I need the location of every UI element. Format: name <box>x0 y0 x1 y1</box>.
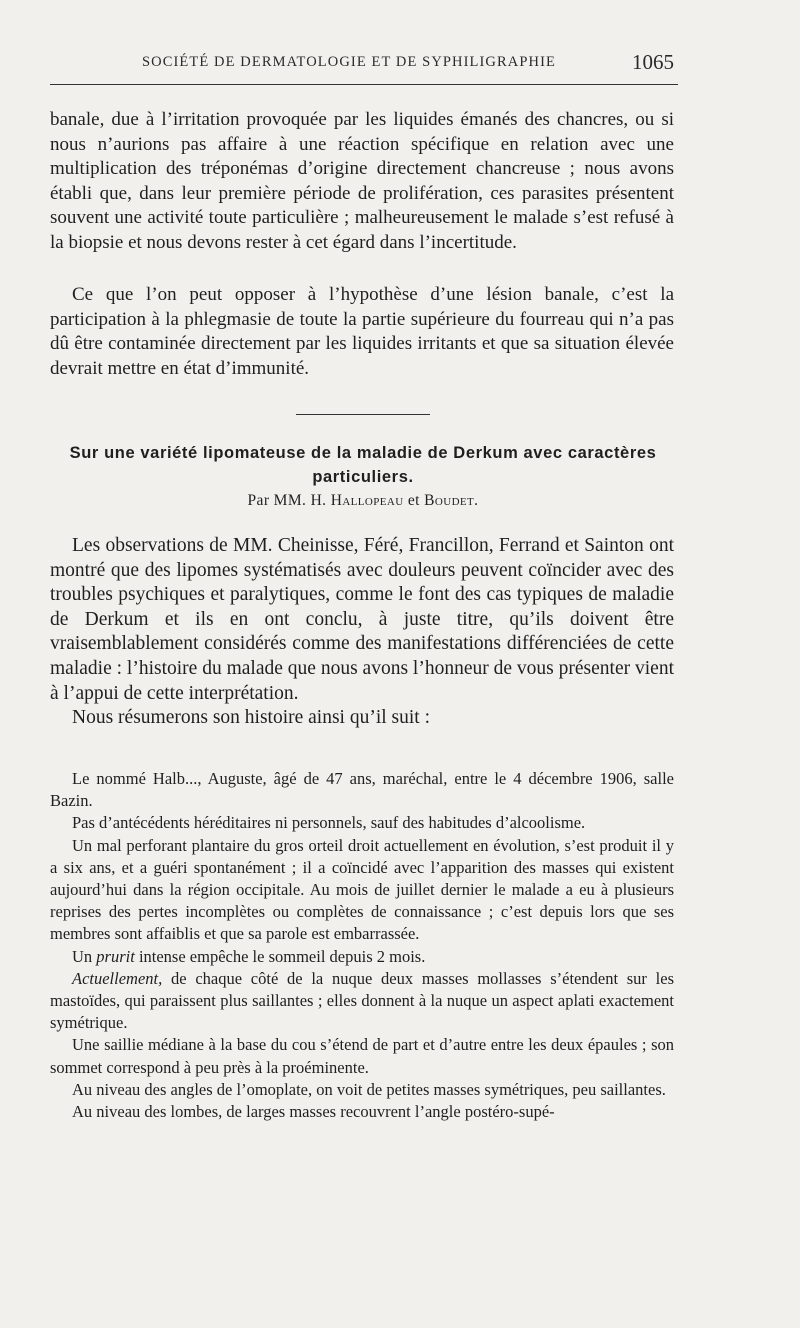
page-number: 1065 <box>632 50 674 74</box>
observation-paragraph: Au niveau des lombes, de larges masses recouvrent l’angle postéro-supé- <box>72 1102 555 1122</box>
observation-paragraph: Pas d’antécédents héréditaires ni personnels, sauf des habitudes d’alcoolisme. <box>72 813 586 833</box>
observation-text <box>50 768 674 1123</box>
author-boudet: Boudet. <box>424 492 479 509</box>
running-head: SOCIÉTÉ DE DERMATOLOGIE ET DE SYPHILIGRAPHIE <box>142 54 556 70</box>
observation-paragraph: Le nommé Halb..., Auguste, âgé de 47 ans, maréchal, entre le 4 décembre 1906, salle Bazin. <box>50 769 674 811</box>
header-rule <box>50 84 678 85</box>
observation-paragraph: Un prurit intense empêche le sommeil depuis 2 mois. <box>72 946 426 966</box>
article-byline: Par MM. H. Hallopeau et Boudet. <box>247 492 479 509</box>
observation-paragraph: Un mal perforant plantaire du gros orteil droit actuellement en évolution, s’est produit il y a six ans, et a guéri spontanément ; il a coïncidé avec l’apparition des masses qui existent aujourd’hui dans la région occipitale. Au mois de juillet dernier le malade a eu à plusieurs reprises des pertes incomplètes ou complètes de connaissance ; c’est depuis lors que ses membres sont affaiblis et que sa parole est embarrassée. <box>50 835 674 944</box>
intro-paragraph-1: Les observations de MM. Cheinisse, Féré, Francillon, Ferrand et Sainton ont montré que des lipomes systématisés avec douleurs peuvent coïncider avec des troubles psychiques et paralytiques, comme le font des cas typiques de maladie de Derkum et ils en ont conclu, à juste titre, qu’ils doivent être vraisemblablement considérés comme des manifestations différenciées de cette maladie : l’histoire du malade que nous avons l’honneur de vous présenter vient à l’appui de cette interprétation. <box>50 535 674 704</box>
section-separator <box>296 414 430 415</box>
prev-article-paragraph-1: banale, due à l’irritation provoquée par les liquides émanés des chancres, ou si nous n’aurions pas affaire à une réaction spécifique en relation avec une multiplication des tréponémas d’origine directement chancreuse ; nous avons établi que, dans leur première période de prolifération, ces parasites présentent souvent une activité toute particulière ; malheureusement le malade s’est refusé à la biopsie et nous devons rester à cet égard dans l’incertitude. <box>50 109 674 253</box>
intro-paragraph-2: Nous résumerons son histoire ainsi qu’il suit : <box>72 707 431 729</box>
article-title: Sur une variété lipomateuse de la maladie de Derkum avec caractères particuliers. <box>69 444 657 486</box>
observation-paragraph: Au niveau des angles de l’omoplate, on voit de petites masses symétriques, peu saillantes. <box>72 1079 666 1099</box>
author-hallopeau: Hallopeau <box>330 492 404 509</box>
observation-paragraph: Actuellement, de chaque côté de la nuque deux masses mollasses s’étendent sur les mastoïdes, qui paraissent plus saillantes ; elles donnent à la nuque un aspect aplati exactement symétrique. <box>50 968 674 1033</box>
page-header <box>50 50 674 78</box>
article-intro <box>50 534 674 731</box>
observation-paragraph: Une saillie médiane à la base du cou s’étend de part et d’autre entre les deux épaules ; son sommet correspond à peu près à la proéminente. <box>50 1035 674 1077</box>
prev-article-paragraph-2: Ce que l’on peut opposer à l’hypothèse d’une lésion banale, c’est la participation à la phlegmasie de toute la partie supérieure du fourreau qui n’a pas dû être contaminée directement par les liquides irritants et que sa situation élevée devrait mettre en état d’immunité. <box>50 284 674 379</box>
